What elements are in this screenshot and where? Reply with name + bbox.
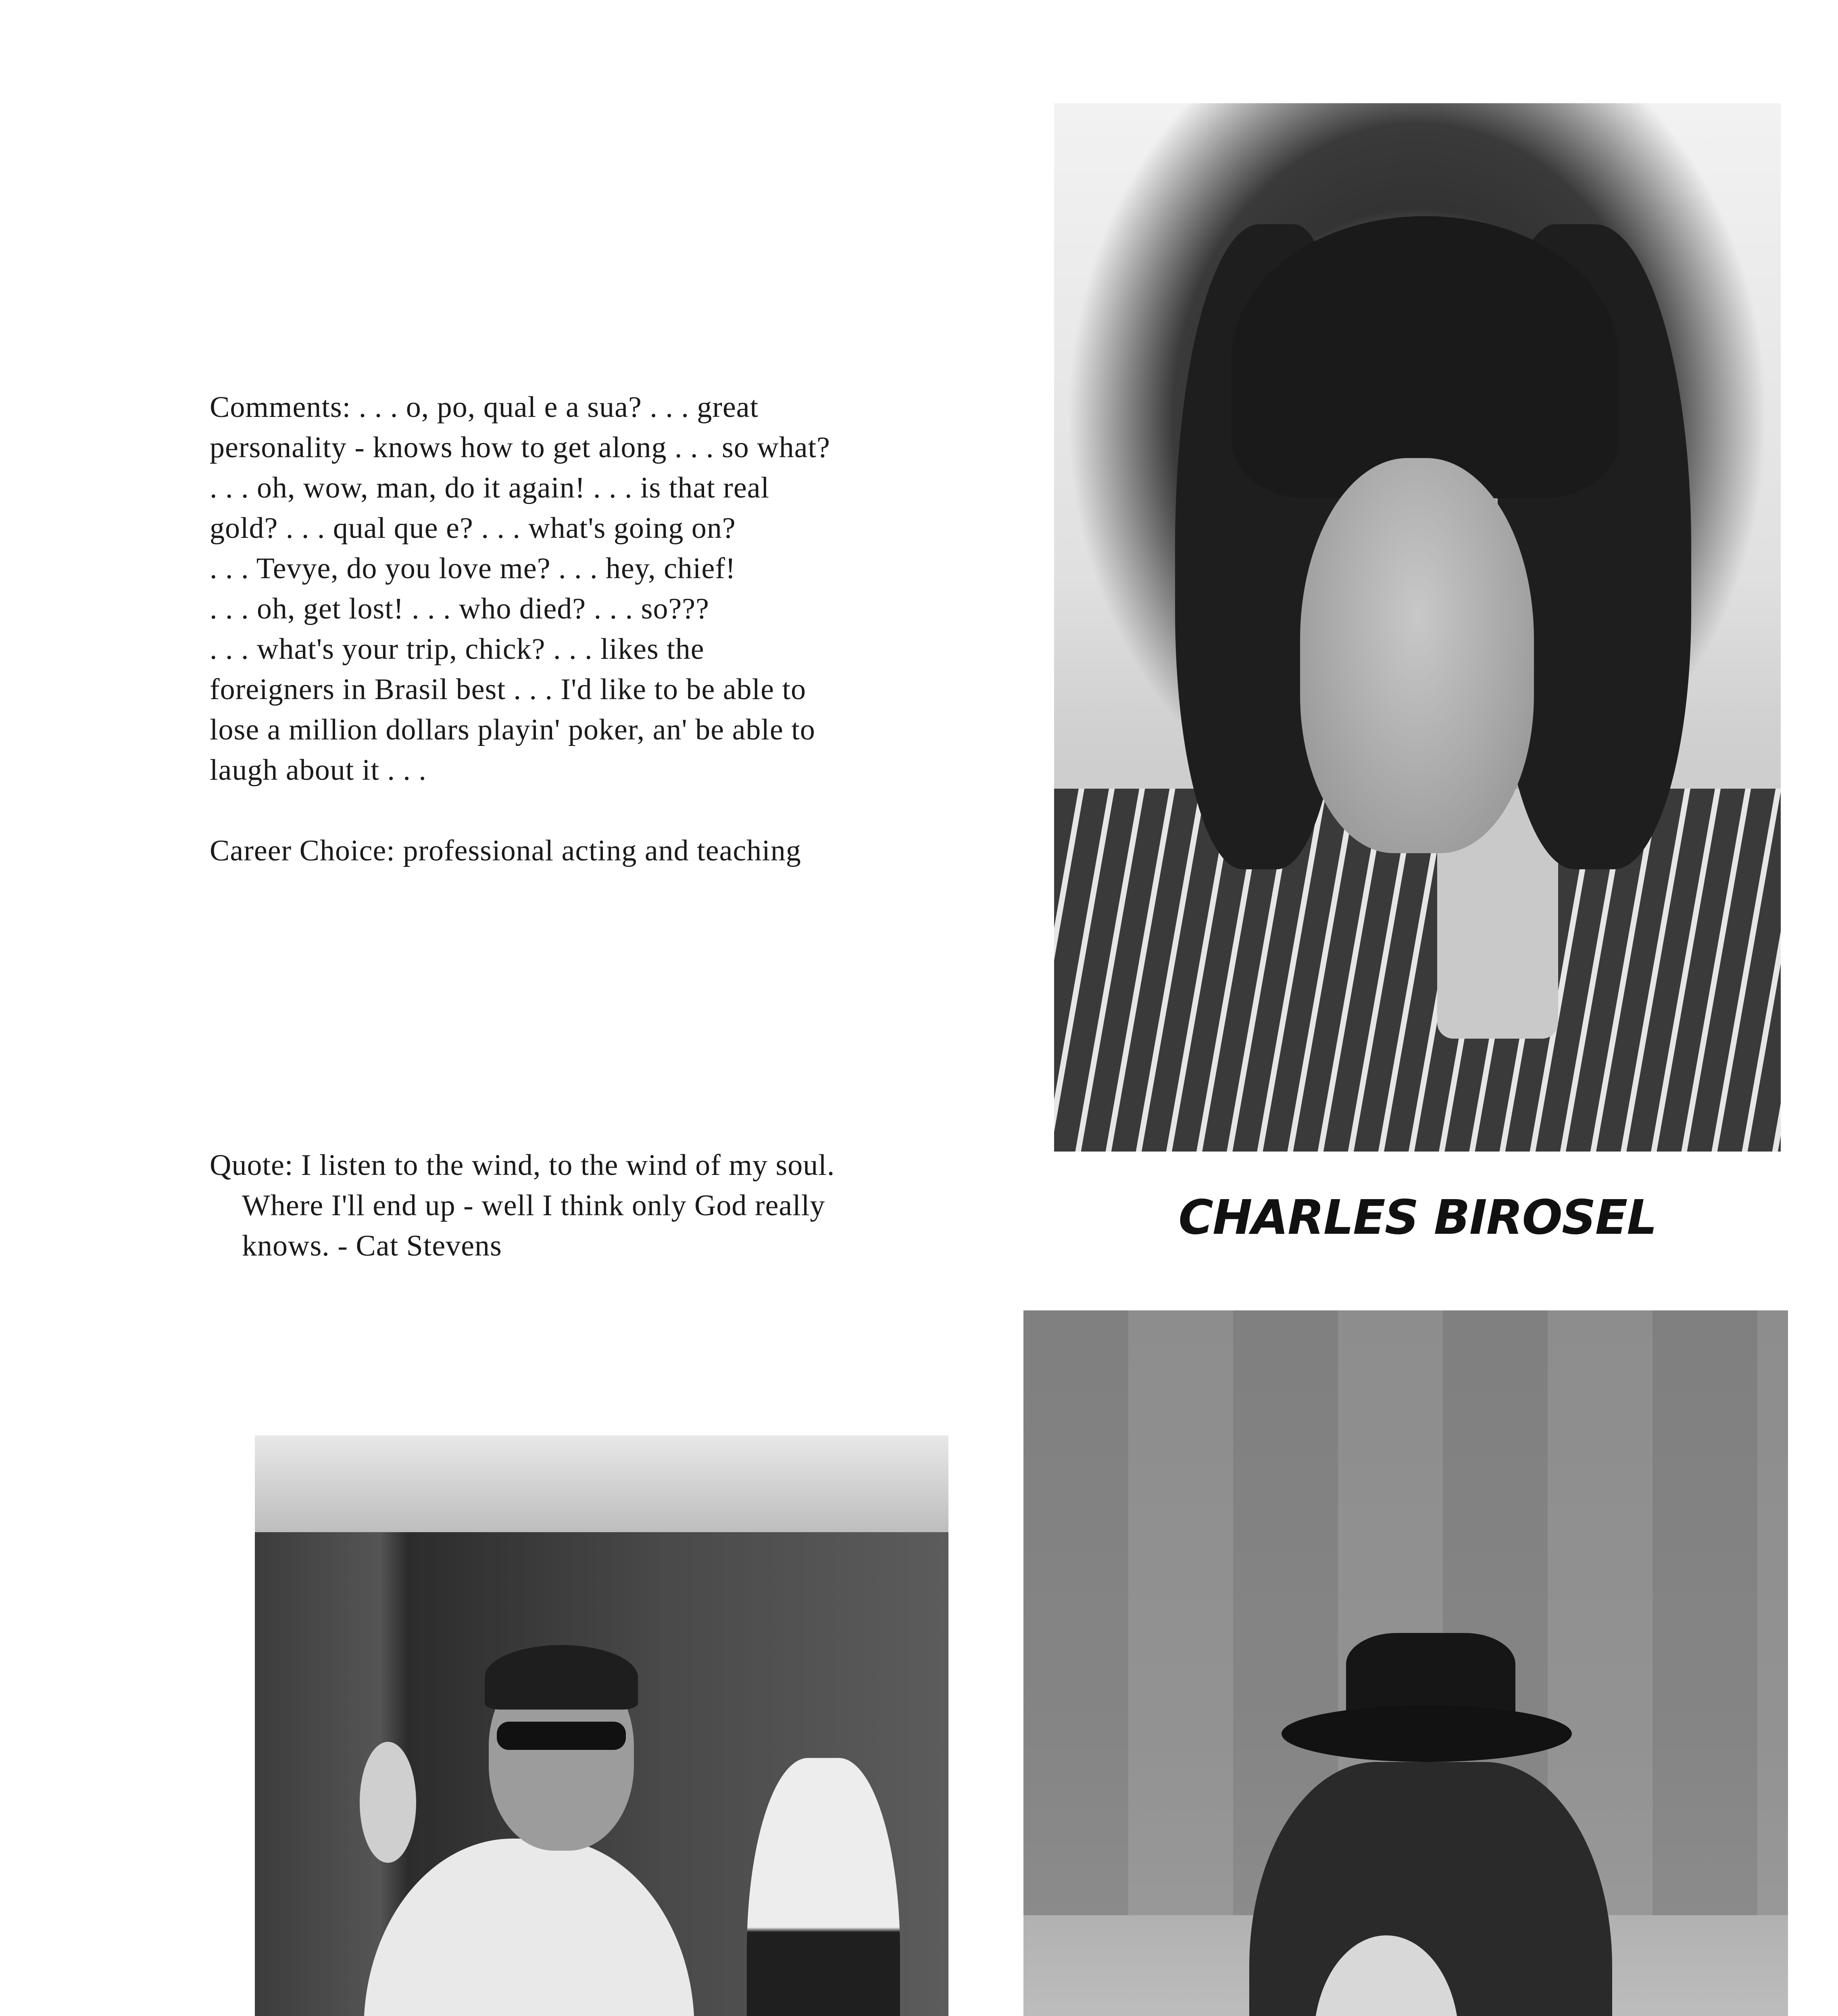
quote-line: Where I'll end up - well I think only God really — [242, 1189, 825, 1222]
hat-brim — [1282, 1706, 1572, 1762]
career-choice — [210, 831, 976, 871]
comments-line: personality - knows how to get along . . . so what? — [210, 431, 830, 464]
background-person — [747, 1758, 900, 2016]
comments-line: laugh about it . . . — [210, 754, 427, 787]
open-white-shirt — [364, 1839, 694, 2016]
comments-line: . . . what's your trip, chick? . . . likes the — [210, 633, 704, 666]
candid-photo-guitar — [1023, 1310, 1788, 2016]
comments-line: foreigners in Brasil best . . . I'd like to be able to — [210, 673, 806, 706]
quote-block — [210, 1145, 976, 1266]
peace-sign-hand — [360, 1742, 416, 1863]
quote-line: knows. - Cat Stevens — [242, 1229, 502, 1262]
candid-photo-peace-sign — [255, 1435, 948, 2016]
hair-top — [1232, 216, 1619, 498]
student-name: CHARLES BIROSEL — [1178, 1189, 1657, 1245]
comments-block — [210, 387, 976, 790]
portrait-photo — [1054, 103, 1781, 1152]
comments-line: . . . Tevye, do you love me? . . . hey, chief! — [210, 552, 736, 585]
knit-cap — [485, 1645, 638, 1710]
comments-line: Comments: . . . o, po, qual e a sua? . . . great — [210, 391, 759, 424]
quote-line: Quote: I listen to the wind, to the wind of my soul. — [210, 1149, 835, 1182]
face — [1300, 458, 1534, 853]
ceiling — [255, 1435, 948, 1532]
career-choice-text: Career Choice: professional acting and teaching — [210, 834, 801, 867]
comments-line: . . . oh, get lost! . . . who died? . . . so??? — [210, 592, 709, 625]
sunglasses — [497, 1722, 626, 1750]
comments-line: gold? . . . qual que e? . . . what's going on? — [210, 512, 736, 545]
comments-line: . . . oh, wow, man, do it again! . . . is that real — [210, 471, 770, 504]
comments-line: lose a million dollars playin' poker, an' be able to — [210, 713, 815, 746]
